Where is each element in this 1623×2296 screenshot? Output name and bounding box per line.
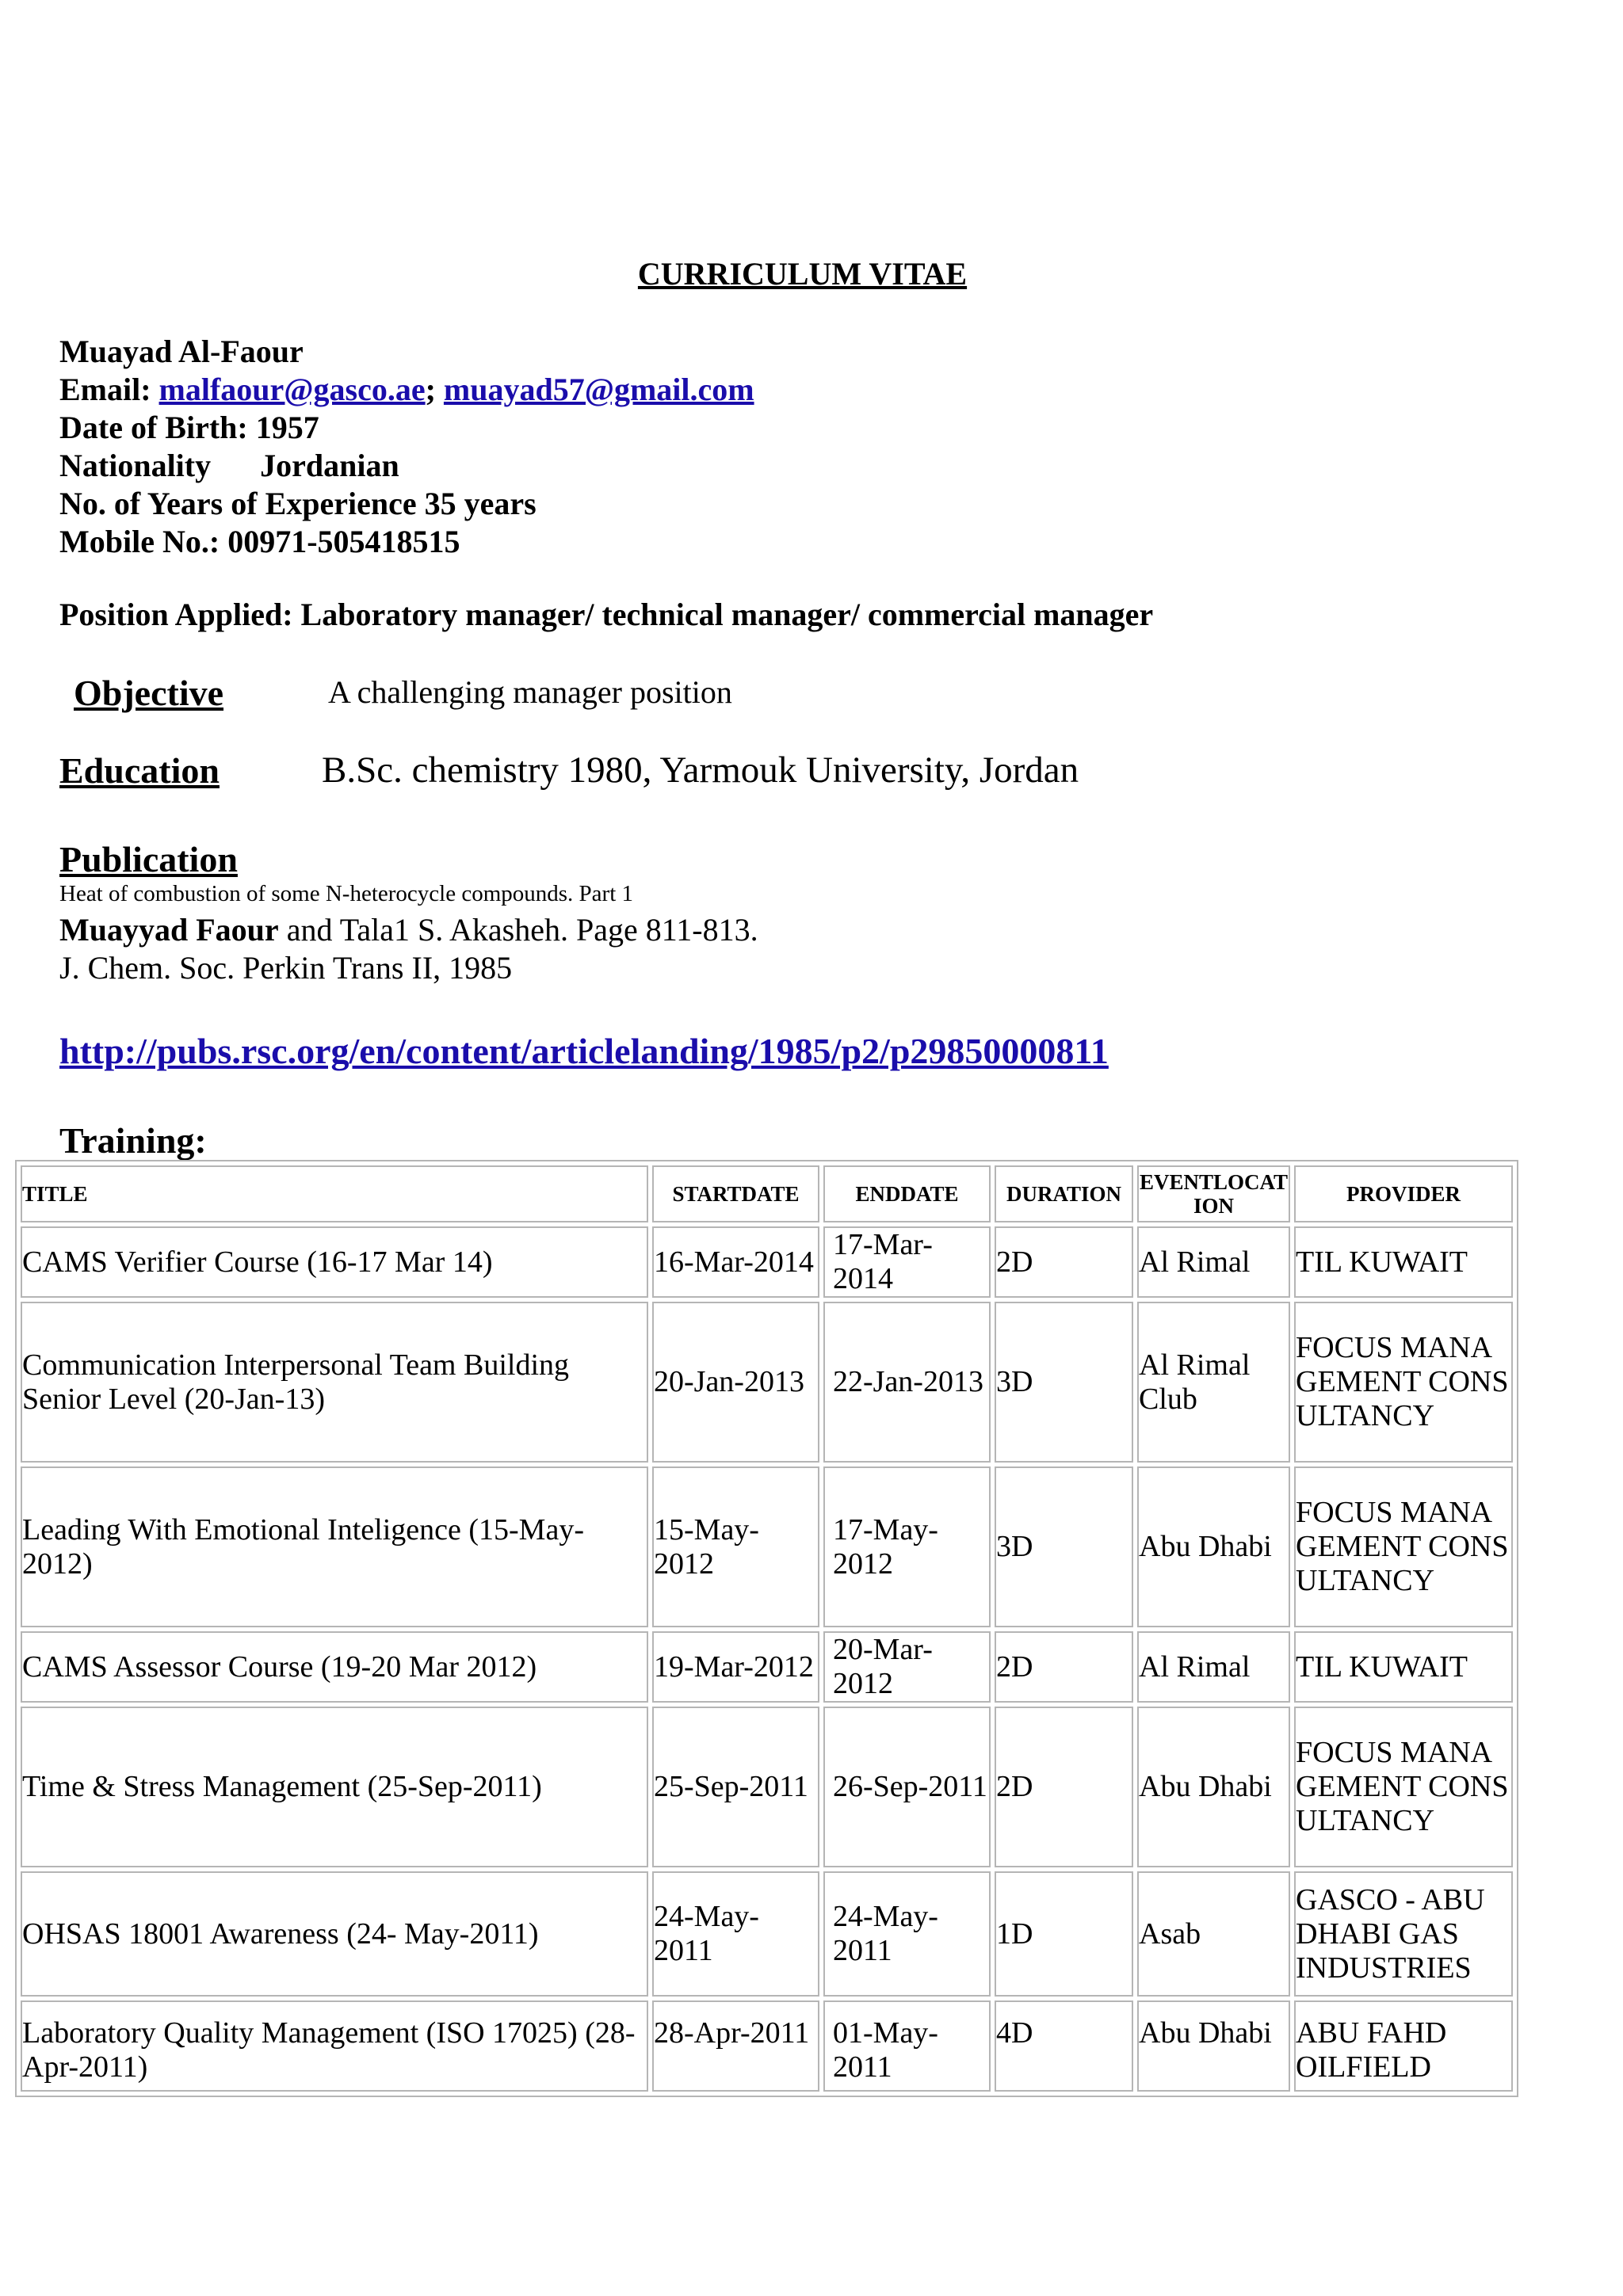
cell-location: Abu Dhabi xyxy=(1137,1707,1290,1867)
training-header-row xyxy=(21,1165,1513,1222)
cell-end: 01-May-2011 xyxy=(823,2000,991,2092)
cell-title: Leading With Emotional Inteligence (15-May-2012) xyxy=(21,1466,648,1627)
personal-info xyxy=(59,333,754,561)
cell-start: 20-Jan-2013 xyxy=(652,1302,819,1463)
cell-location: Asab xyxy=(1137,1871,1290,1997)
cell-title: Time & Stress Management (25-Sep-2011) xyxy=(21,1707,648,1867)
cell-provider: GASCO - ABU DHABI GAS INDUSTRIES xyxy=(1294,1871,1513,1997)
col-header-eventlocation: EVENTLOCATION xyxy=(1137,1165,1290,1222)
cell-title: Communication Interpersonal Team Building Senior Level (20-Jan-13) xyxy=(21,1302,648,1463)
training-table xyxy=(15,1160,1518,2097)
cell-title: CAMS Assessor Course (19-20 Mar 2012) xyxy=(21,1631,648,1703)
cell-provider: FOCUS MANAGEMENT CONSULTANCY xyxy=(1294,1466,1513,1627)
cell-start: 24-May-2011 xyxy=(652,1871,819,1997)
cell-start: 15-May-2012 xyxy=(652,1466,819,1627)
education-heading: Education xyxy=(59,750,220,791)
email-label: Email: xyxy=(59,372,159,407)
email-link-primary[interactable]: malfaour@gasco.ae xyxy=(158,372,426,407)
cell-end: 22-Jan-2013 xyxy=(823,1302,991,1463)
col-header-title: TITLE xyxy=(21,1165,648,1222)
objective-heading: Objective xyxy=(74,673,224,713)
email-separator: ; xyxy=(425,372,444,407)
publication-author-bold: Muayyad Faour xyxy=(59,912,279,948)
nationality-label: Nationality xyxy=(59,448,212,483)
col-header-duration: DURATION xyxy=(995,1165,1133,1222)
cell-provider: ABU FAHD OILFIELD xyxy=(1294,2000,1513,2092)
objective-text: A challenging manager position xyxy=(328,674,732,710)
cell-end: 20-Mar-2012 xyxy=(823,1631,991,1703)
table-row xyxy=(21,1631,1513,1703)
cell-start: 16-Mar-2014 xyxy=(652,1226,819,1298)
table-row xyxy=(21,1707,1513,1867)
cell-duration: 2D xyxy=(995,1631,1133,1703)
training-heading: Training: xyxy=(59,1120,207,1161)
cell-duration: 3D xyxy=(995,1466,1133,1627)
cell-start: 28-Apr-2011 xyxy=(652,2000,819,2092)
table-row xyxy=(21,1466,1513,1627)
cell-end: 24-May-2011 xyxy=(823,1871,991,1997)
document-title: CURRICULUM VITAE xyxy=(637,256,968,292)
cell-location: Abu Dhabi xyxy=(1137,1466,1290,1627)
publication-heading xyxy=(59,838,285,880)
education-text: B.Sc. chemistry 1980, Yarmouk University, Jordan xyxy=(322,749,1079,791)
col-header-startdate: STARTDATE xyxy=(652,1165,819,1222)
cell-provider: FOCUS MANAGEMENT CONSULTANCY xyxy=(1294,1707,1513,1867)
cell-location: Abu Dhabi xyxy=(1137,2000,1290,2092)
table-row xyxy=(21,1871,1513,1997)
experience-years: No. of Years of Experience 35 years xyxy=(59,486,537,521)
cell-end: 17-Mar-2014 xyxy=(823,1226,991,1298)
mobile-number: Mobile No.: 00971-505418515 xyxy=(59,524,460,559)
cell-start: 19-Mar-2012 xyxy=(652,1631,819,1703)
publication-link[interactable]: http://pubs.rsc.org/en/content/articlelanding/1985/p2/p29850000811 xyxy=(59,1031,1109,1071)
cell-title: Laboratory Quality Management (ISO 17025) (28-Apr-2011) xyxy=(21,2000,648,2092)
publication-author-rest: and Tala1 S. Akasheh. Page 811-813. xyxy=(278,912,758,948)
publication-journal: J. Chem. Soc. Perkin Trans II, 1985 xyxy=(59,950,513,986)
cell-provider: TIL KUWAIT xyxy=(1294,1226,1513,1298)
publication-title xyxy=(59,881,643,907)
col-header-provider: PROVIDER xyxy=(1294,1165,1513,1222)
table-row xyxy=(21,2000,1513,2092)
email-line xyxy=(59,371,754,409)
position-applied: Position Applied: Laboratory manager/ technical manager/ commercial manager xyxy=(59,597,1154,632)
cell-duration: 2D xyxy=(995,1707,1133,1867)
nationality-line xyxy=(59,447,754,485)
cell-start: 25-Sep-2011 xyxy=(652,1707,819,1867)
cell-duration: 1D xyxy=(995,1871,1133,1997)
publication-heading-label: Publication xyxy=(59,839,238,879)
table-row xyxy=(21,1302,1513,1463)
cell-end: 26-Sep-2011 xyxy=(823,1707,991,1867)
cell-duration: 4D xyxy=(995,2000,1133,2092)
cell-location: Al Rimal Club xyxy=(1137,1302,1290,1463)
cell-title: OHSAS 18001 Awareness (24- May-2011) xyxy=(21,1871,648,1997)
publication-title-text: Heat of combustion of some N-heterocycle compounds. Part 1 xyxy=(59,881,634,906)
table-row xyxy=(21,1226,1513,1298)
nationality-value: Jordanian xyxy=(260,448,399,483)
candidate-name: Muayad Al-Faour xyxy=(59,334,304,369)
cell-location: Al Rimal xyxy=(1137,1226,1290,1298)
cell-end: 17-May-2012 xyxy=(823,1466,991,1627)
cell-duration: 2D xyxy=(995,1226,1133,1298)
date-of-birth: Date of Birth: 1957 xyxy=(59,410,319,445)
email-link-secondary[interactable]: muayad57@gmail.com xyxy=(443,372,754,407)
cell-provider: TIL KUWAIT xyxy=(1294,1631,1513,1703)
cell-title: CAMS Verifier Course (16-17 Mar 14) xyxy=(21,1226,648,1298)
cell-location: Al Rimal xyxy=(1137,1631,1290,1703)
publication-authors xyxy=(59,911,758,948)
cell-duration: 3D xyxy=(995,1302,1133,1463)
col-header-enddate: ENDDATE xyxy=(823,1165,991,1222)
cell-provider: FOCUS MANAGEMENT CONSULTANCY xyxy=(1294,1302,1513,1463)
